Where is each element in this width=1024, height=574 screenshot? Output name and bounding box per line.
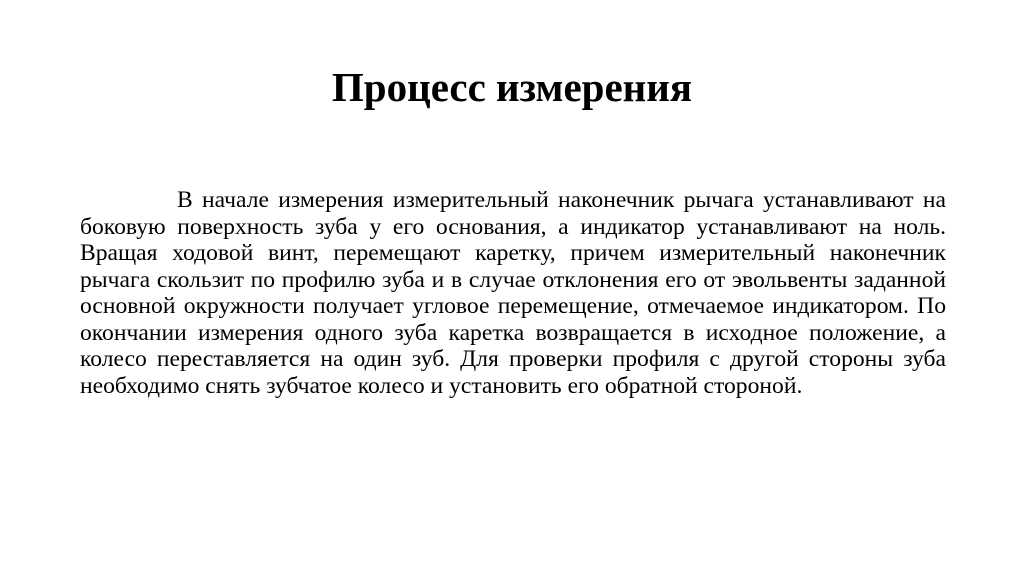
slide-body-paragraph: В начале измерения измерительный наконечник рычага устанавливают на боковую поверхность зуба у его основания, а индикатор устанавливают на ноль. Вращая ходовой винт, перемещают каретку, причем измерительный наконечник рычага скользит по профилю зуба и в случае отклонения его от эвольвенты заданной основной окружности получает угловое перемещение, отмечаемое индикатором. По окончании измерения одного зуба каретка возвращается в исходное положение, а колесо переставляется на один зуб. Для проверки профиля с другой стороны зуба необходимо снять зубчатое колесо и установить его обратной стороной. — [80, 187, 946, 399]
slide-title: Процесс измерения — [331, 64, 693, 110]
